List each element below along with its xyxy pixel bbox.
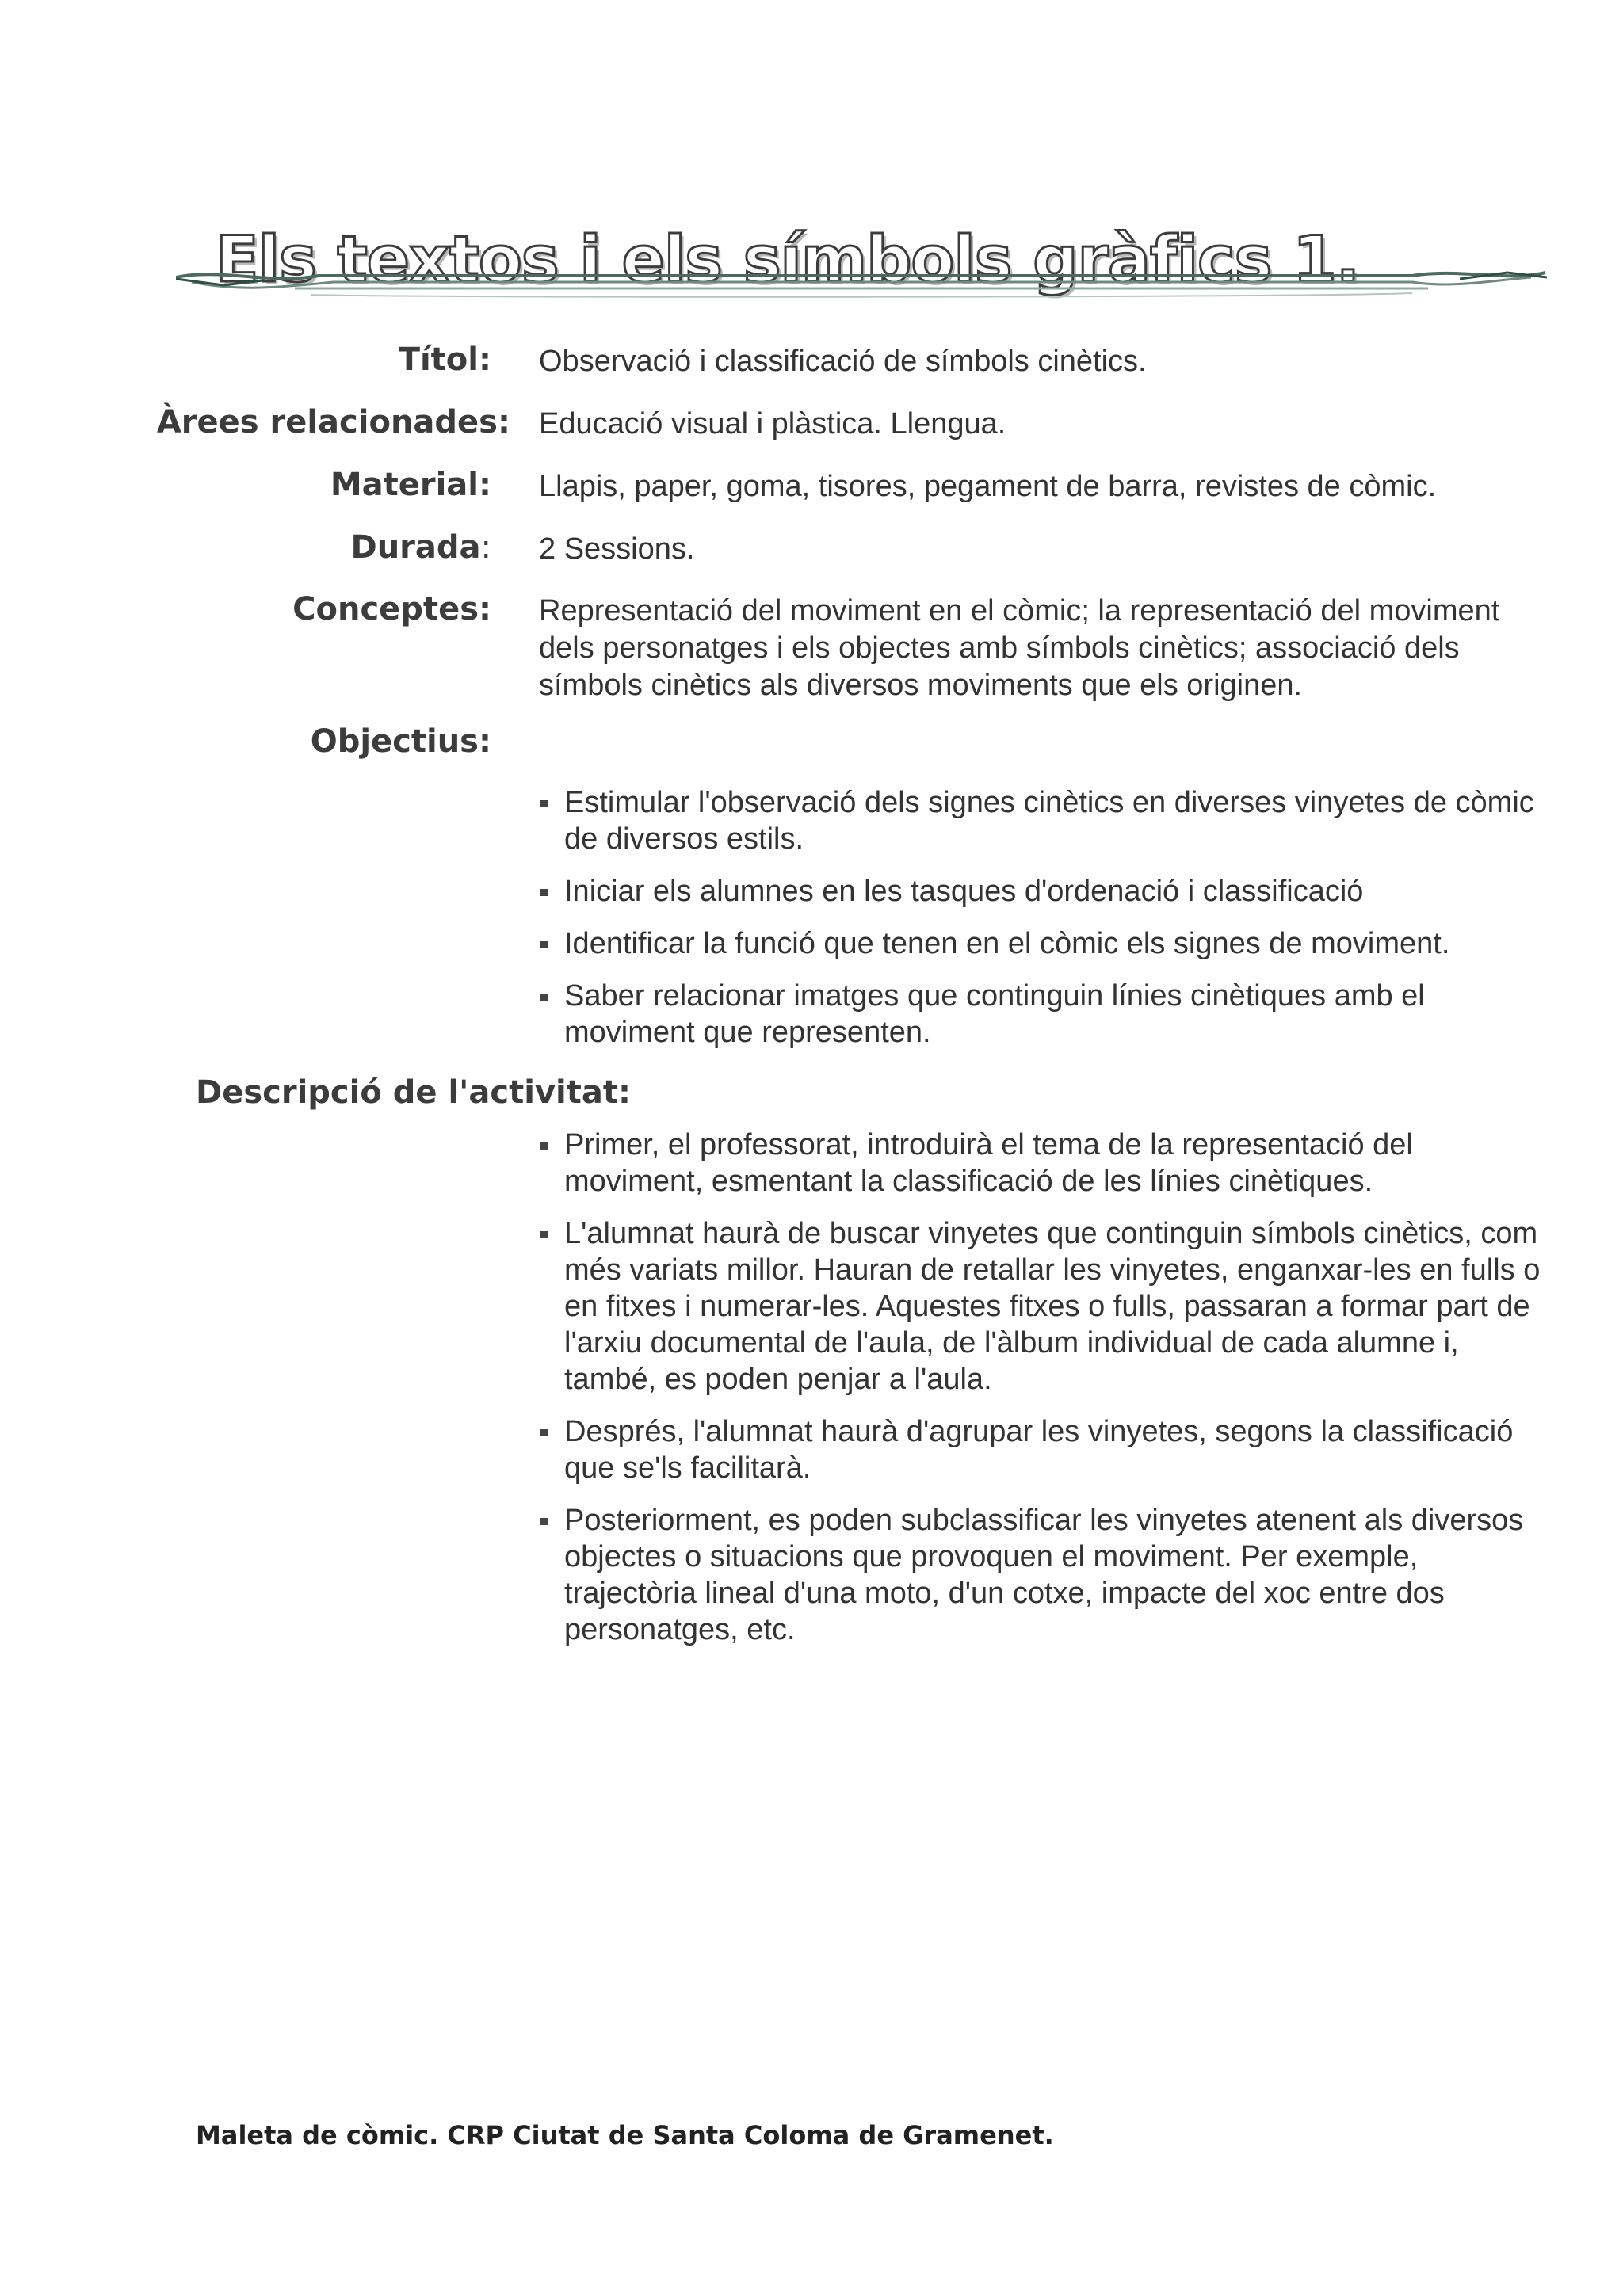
bullet-icon	[540, 941, 548, 948]
bullet-icon	[540, 1231, 548, 1238]
label-titol: Títol:	[398, 341, 491, 378]
list-item: Després, l'alumnat haurà d'agrupar les vinyetes, segons la classificació que se'ls facilitarà.	[539, 1413, 1553, 1486]
decorative-divider	[176, 261, 1547, 301]
bullet-icon	[540, 994, 548, 1001]
value-arees: Educació visual i plàstica. Llengua.	[539, 407, 1006, 441]
bullet-icon	[540, 1518, 548, 1525]
label-objectius: Objectius:	[310, 723, 491, 760]
bullet-icon	[540, 889, 548, 896]
bullet-icon	[540, 800, 548, 807]
list-item: L'alumnat haurà de buscar vinyetes que continguin símbols cinètics, com més variats millor. Hauran de retallar les vinyetes, enganxar-les en fulls o en fitxes i numerar-les. Aquestes fitxes o fulls, passaran a formar part de l'arxiu documental de l'aula, de l'àlbum individual de cada alumne i, també, es poden penjar a l'aula.	[539, 1215, 1553, 1398]
list-item: Primer, el professorat, introduirà el tema de la representació del moviment, esmentant la classificació de les línies cinètiques.	[539, 1127, 1553, 1199]
list-item: Estimular l'observació dels signes cinètics en diverses vinyetes de còmic de diversos estils.	[539, 784, 1553, 857]
value-titol: Observació i classificació de símbols cinètics.	[539, 345, 1147, 378]
bullet-icon	[540, 1429, 548, 1436]
bullet-icon	[540, 1142, 548, 1150]
label-durada: Durada:	[350, 529, 491, 566]
label-conceptes: Conceptes:	[292, 591, 491, 627]
objectius-list	[539, 784, 1553, 1051]
page-title: Els textos i els símbols gràfics 1.	[216, 222, 1360, 296]
value-conceptes: Representació del moviment en el còmic; la representació del moviment dels personatges i els objectes amb símbols cinètics; associació dels símbols cinètics als diversos moviments que els originen.	[539, 594, 1500, 702]
list-item: Saber relacionar imatges que continguin línies cinètiques amb el moviment que representen.	[539, 978, 1553, 1051]
descripcio-heading: Descripció de l'activitat:	[196, 1074, 631, 1111]
value-material: Llapis, paper, goma, tisores, pegament de barra, revistes de còmic.	[539, 470, 1437, 503]
label-material: Material:	[330, 467, 491, 503]
list-item: Identificar la funció que tenen en el còmic els signes de moviment.	[539, 925, 1553, 962]
label-arees: Àrees relacionades:	[156, 404, 510, 441]
descripcio-list	[539, 1127, 1553, 1648]
page-footer: Maleta de còmic. CRP Ciutat de Santa Coloma de Gramenet.	[196, 2120, 1054, 2150]
value-durada: 2 Sessions.	[539, 532, 695, 566]
list-item: Posteriorment, es poden subclassificar les vinyetes atenent als diversos objectes o situacions que provoquen el moviment. Per exemple, trajectòria lineal d'una moto, d'un cotxe, impacte del xoc entre dos personatges, etc.	[539, 1502, 1553, 1648]
list-item: Iniciar els alumnes en les tasques d'ordenació i classificació	[539, 873, 1553, 910]
